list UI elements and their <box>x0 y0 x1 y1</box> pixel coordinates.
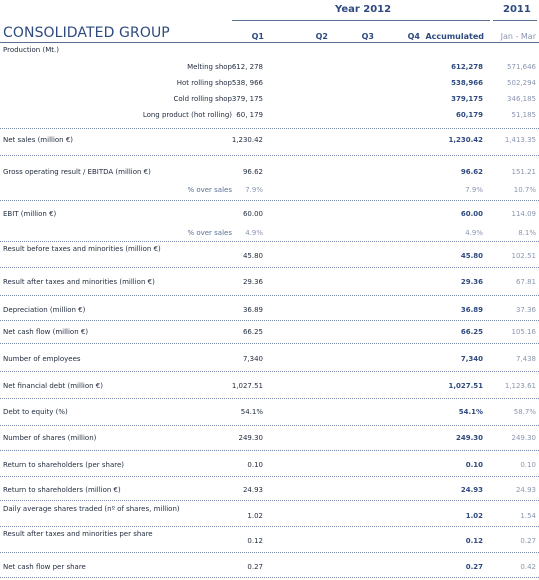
rule-12 <box>0 476 539 477</box>
year-2012-rule <box>232 20 490 21</box>
production-cold-label: Cold rolling shop <box>173 95 232 103</box>
row-employees-acc: 7,340 <box>460 355 483 363</box>
row-ncfps-q1: 0.27 <box>247 563 263 571</box>
row-rps-label: Return to shareholders (per share) <box>3 461 124 469</box>
row-ebit-pct-acc: 4.9% <box>465 229 483 237</box>
production-cold-q1: 379, 175 <box>231 95 263 103</box>
production-hot-label: Hot rolling shop <box>176 79 232 87</box>
row-ratps-acc: 0.12 <box>465 537 483 545</box>
rule-6 <box>0 320 539 321</box>
row-depreciation-acc: 36.89 <box>460 306 483 314</box>
rule-8 <box>0 371 539 372</box>
row-ncfps-label: Net cash flow per share <box>3 563 86 571</box>
rule-11 <box>0 450 539 451</box>
row-dte-acc: 54.1% <box>458 408 483 416</box>
rule-13 <box>0 500 539 501</box>
rule-16 <box>0 577 539 578</box>
production-rule <box>0 128 539 129</box>
production-melting-acc: 612,278 <box>451 63 483 71</box>
row-net-sales-prev: 1,413.35 <box>504 136 536 144</box>
row-ncf-acc: 66.25 <box>460 328 483 336</box>
row-nfd-q1: 1,027.51 <box>231 382 263 390</box>
row-rbt-q1: 45.80 <box>242 252 263 260</box>
rule-1 <box>0 155 539 156</box>
col-q2: Q2 <box>315 32 328 41</box>
row-rsm-prev: 24.93 <box>515 486 536 494</box>
row-ncf-label: Net cash flow (million €) <box>3 328 89 336</box>
row-ebit-pct-q1: 4.9% <box>245 229 263 237</box>
row-ratps-prev: 0.27 <box>520 537 536 545</box>
row-shares-label: Number of shares (million) <box>3 434 97 442</box>
row-depreciation-q1: 36.89 <box>242 306 263 314</box>
production-long-q1: 60, 179 <box>236 111 263 119</box>
row-rat-prev: 67.81 <box>515 278 536 286</box>
row-ebitda-acc: 96.62 <box>460 168 483 176</box>
year-2011-rule <box>493 20 537 21</box>
production-melting-q1: 612, 278 <box>231 63 263 71</box>
rule-10 <box>0 425 539 426</box>
row-ratps-q1: 0.12 <box>247 537 263 545</box>
row-ebitda-pct-prev: 10.7% <box>513 186 536 194</box>
row-ncfps-acc: 0.27 <box>465 563 483 571</box>
row-rbt-prev: 102.51 <box>511 252 536 260</box>
row-ebitda-label: Gross operating result / EBITDA (million €) <box>3 168 151 176</box>
row-nfd-label: Net financial debt (million €) <box>3 382 103 390</box>
production-long-acc: 60,179 <box>455 111 483 119</box>
row-employees-label: Number of employees <box>3 355 81 363</box>
row-depreciation-prev: 37.36 <box>515 306 536 314</box>
row-rbt-acc: 45.80 <box>460 252 483 260</box>
row-ebitda-prev: 151.21 <box>511 168 536 176</box>
row-dast-q1: 1.02 <box>247 512 263 520</box>
row-nfd-prev: 1,123.61 <box>504 382 536 390</box>
rule-2 <box>0 200 539 201</box>
year-2012-header: Year 2012 <box>335 4 392 15</box>
row-ebit-pct-prev: 8.1% <box>518 229 536 237</box>
row-shares-acc: 249.30 <box>455 434 483 442</box>
row-ratps-label: Result after taxes and minorities per share <box>3 530 153 538</box>
row-dte-prev: 58.7% <box>513 408 536 416</box>
row-dast-label: Daily average shares traded (nº of shares, million) <box>3 505 180 513</box>
production-cold-prev: 346,185 <box>507 95 536 103</box>
row-depreciation-label: Depreciation (million €) <box>3 306 86 314</box>
row-ebitda-pct-label: % over sales <box>187 186 232 194</box>
page-title: CONSOLIDATED GROUP <box>3 25 170 41</box>
rule-7 <box>0 343 539 344</box>
row-dast-acc: 1.02 <box>465 512 483 520</box>
row-shares-prev: 249.30 <box>511 434 536 442</box>
row-employees-q1: 7,340 <box>242 355 263 363</box>
row-net-sales-acc: 1,230.42 <box>448 136 483 144</box>
col-q4: Q4 <box>407 32 420 41</box>
row-nfd-acc: 1,027.51 <box>448 382 483 390</box>
row-ebit-q1: 60.00 <box>242 210 263 218</box>
header-rule <box>0 42 539 43</box>
production-long-label: Long product (hot rolling) <box>142 111 232 119</box>
row-rbt-label: Result before taxes and minorities (million €) <box>3 245 161 253</box>
row-ebitda-pct-q1: 7.9% <box>245 186 263 194</box>
production-hot-q1: 538, 966 <box>231 79 263 87</box>
col-accumulated: Accumulated <box>425 32 484 41</box>
row-dast-prev: 1.54 <box>520 512 536 520</box>
col-jan-mar: Jan - Mar <box>500 32 536 41</box>
production-melting-label: Melting shop <box>187 63 232 71</box>
production-melting-prev: 571,646 <box>507 63 536 71</box>
row-rsm-q1: 24.93 <box>242 486 263 494</box>
row-rps-acc: 0.10 <box>465 461 483 469</box>
production-hot-prev: 502,294 <box>507 79 536 87</box>
row-ebitda-pct-acc: 7.9% <box>465 186 483 194</box>
col-q1: Q1 <box>251 32 264 41</box>
production-hot-acc: 538,966 <box>451 79 483 87</box>
production-cold-acc: 379,175 <box>451 95 483 103</box>
col-q3: Q3 <box>361 32 374 41</box>
row-ebitda-q1: 96.62 <box>242 168 263 176</box>
row-employees-prev: 7,438 <box>515 355 536 363</box>
row-rps-prev: 0.10 <box>520 461 536 469</box>
production-long-prev: 51,185 <box>511 111 536 119</box>
rule-9 <box>0 398 539 399</box>
rule-3 <box>0 241 539 242</box>
row-rsm-label: Return to shareholders (million €) <box>3 486 121 494</box>
row-ebit-prev: 114.09 <box>511 210 536 218</box>
row-ebit-pct-label: % over sales <box>187 229 232 237</box>
row-net-sales-label: Net sales (million €) <box>3 136 74 144</box>
rule-4 <box>0 267 539 268</box>
row-rat-acc: 29.36 <box>460 278 483 286</box>
row-shares-q1: 249.30 <box>238 434 263 442</box>
row-ncf-prev: 105.16 <box>511 328 536 336</box>
row-rat-label: Result after taxes and minorities (million €) <box>3 278 155 286</box>
rule-14 <box>0 526 539 527</box>
production-label: Production (Mt.) <box>3 46 59 54</box>
row-rat-q1: 29.36 <box>242 278 263 286</box>
row-ebit-label: EBIT (million €) <box>3 210 57 218</box>
row-net-sales-q1: 1,230.42 <box>231 136 263 144</box>
row-ebit-acc: 60.00 <box>460 210 483 218</box>
row-ncfps-prev: 0.42 <box>520 563 536 571</box>
rule-5 <box>0 295 539 296</box>
row-dte-q1: 54.1% <box>240 408 263 416</box>
row-dte-label: Debt to equity (%) <box>3 408 68 416</box>
rule-15 <box>0 552 539 553</box>
year-2011-header: 2011 <box>503 4 531 15</box>
row-rsm-acc: 24.93 <box>460 486 483 494</box>
row-ncf-q1: 66.25 <box>242 328 263 336</box>
row-rps-q1: 0.10 <box>247 461 263 469</box>
